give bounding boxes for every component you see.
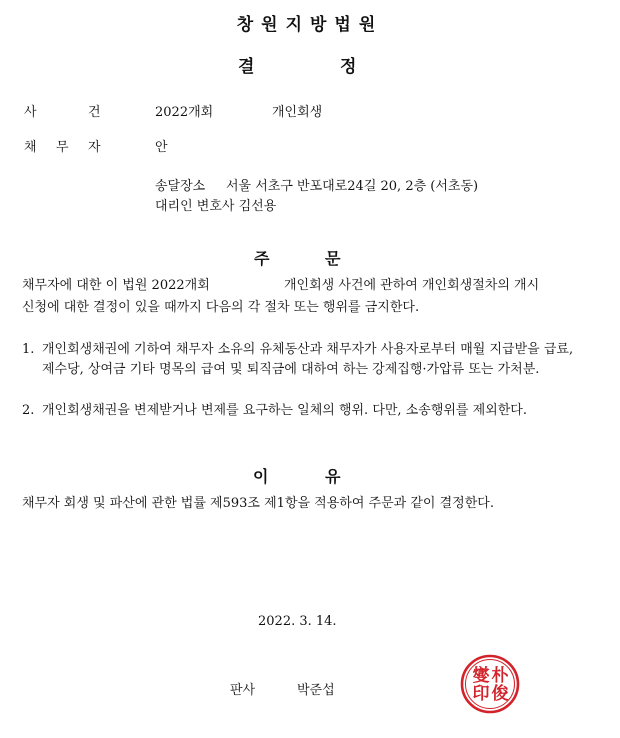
debtor-label-char-2: 무: [56, 140, 69, 155]
case-name: 개인회생: [272, 105, 323, 120]
reason-text: 채무자 회생 및 파산에 관한 법률 제593조 제1항을 적용하여 주문과 같이 결정한다.: [22, 496, 494, 511]
case-label-char-1: 사: [24, 105, 37, 120]
service-address: 서울 서초구 반포대로24길 20, 2층 (서초동): [226, 179, 479, 194]
order-item-2-text: 개인회생채권을 변제받거나 변제를 요구하는 일체의 행위. 다만, 소송행위를 제외한다.: [42, 403, 527, 418]
agent-attorney: 대리인 변호사 김선용: [155, 199, 277, 214]
document-title-part-1: 결: [238, 57, 255, 77]
seal-char-2: 俊: [491, 684, 509, 704]
document-title-part-2: 정: [340, 57, 357, 77]
seal-char-1: 朴: [491, 666, 509, 686]
reason-heading-part-1: 이: [253, 467, 269, 486]
order-item-1-number: 1.: [22, 342, 35, 357]
order-line-1b: 개인회생 사건에 관하여 개인회생절차의 개시: [284, 278, 540, 293]
order-line-2: 신청에 대한 결정이 있을 때까지 다음의 각 절차 또는 행위를 금지한다.: [22, 300, 420, 315]
case-label-char-2: 건: [88, 105, 101, 120]
seal-char-4: 印: [472, 684, 490, 704]
judge-title: 판사: [230, 683, 256, 698]
debtor-name: 안: [155, 140, 168, 155]
case-number: 2022개회: [155, 105, 214, 120]
judge-name: 박준섭: [297, 683, 335, 698]
seal-char-3: 燮: [472, 666, 490, 686]
order-item-1-text: 개인회생채권에 기하여 채무자 소유의 유체동산과 채무자가 사용자로부터 매월 지급받을 급료, 제수당, 상여금 기타 명목의 급여 및 퇴직금에 대하여 하는 강제집행·가압류 또는 가처분.: [42, 342, 574, 377]
order-item-2: [22, 401, 582, 421]
seal-ring: [462, 656, 518, 712]
service-address-label: 송달장소: [155, 179, 206, 194]
reason-heading-part-2: 유: [325, 467, 341, 486]
order-item-1: [22, 340, 582, 380]
decision-date: 2022. 3. 14.: [258, 614, 337, 629]
order-line-1a: 채무자에 대한 이 법원 2022개회: [22, 278, 210, 293]
order-heading-part-1: 주: [254, 249, 270, 268]
judge-seal-stamp: [458, 652, 522, 716]
order-heading-part-2: 문: [325, 249, 341, 268]
order-item-2-number: 2.: [22, 403, 35, 418]
debtor-label-char-1: 채: [24, 140, 37, 155]
court-name: 창원지방법원: [236, 15, 384, 35]
debtor-label-char-3: 자: [88, 140, 101, 155]
